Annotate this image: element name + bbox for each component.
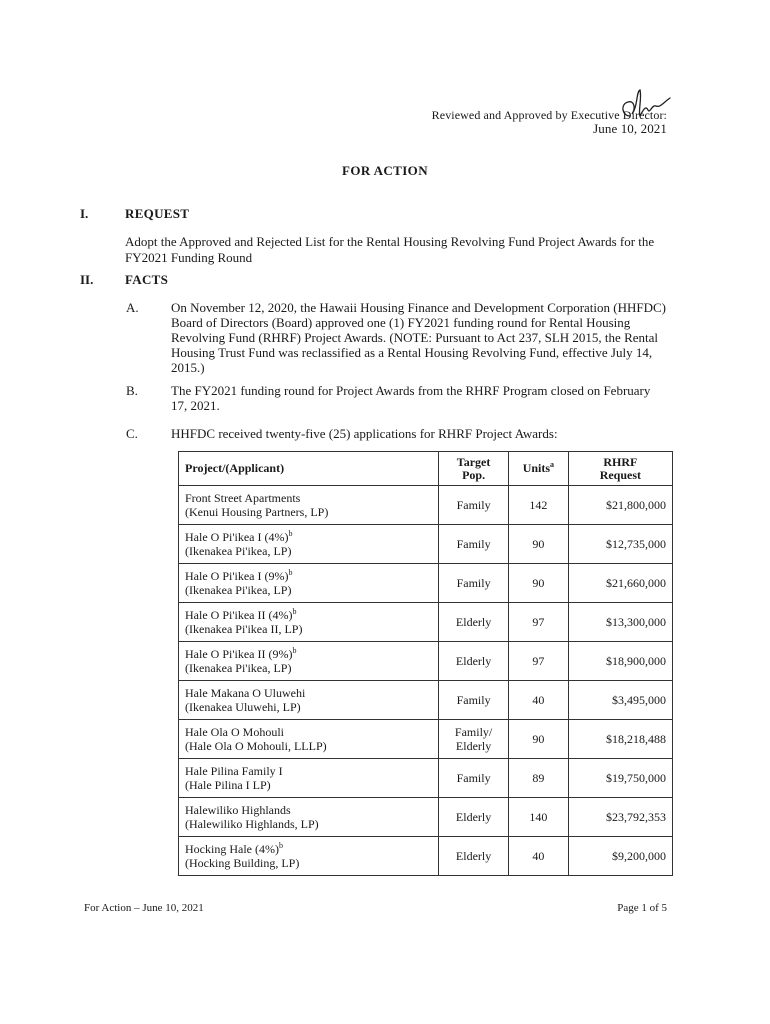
cell-request: $21,800,000 [568,486,672,525]
cell-project [179,759,439,798]
project-footnote: b [288,568,293,577]
project-name: Front Street Apartments [185,491,301,505]
cell-project [179,720,439,759]
project-applicant: (Ikenakea Pi'ikea II, LP) [185,622,303,636]
approval-block [431,108,667,136]
cell-target-pop [439,798,509,837]
cell-target-pop [439,642,509,681]
target-pop-line1: Family [456,693,491,707]
header-units-footnote: a [550,460,555,469]
header-target-pop-line2: Pop. [462,467,486,482]
table-row [179,681,673,720]
target-pop-line1: Elderly [455,810,492,824]
table-header-row [179,452,673,486]
cell-units: 40 [509,681,569,720]
cell-target-pop [439,759,509,798]
table-row [179,486,673,525]
page-number: Page 1 of 5 [617,902,667,914]
section-number-facts: II. [80,272,94,287]
target-pop-line1: Elderly [455,615,492,629]
cell-project [179,603,439,642]
target-pop-line1: Family [456,576,491,590]
footer-left: For Action – June 10, 2021 [84,902,204,914]
cell-units: 140 [509,798,569,837]
cell-target-pop [439,603,509,642]
project-footnote: b [288,529,293,538]
target-pop-line1: Family [456,537,491,551]
target-pop-line1: Elderly [455,849,492,863]
cell-target-pop [439,681,509,720]
project-name: Hale Makana O Uluwehi [185,686,306,700]
approval-text: Reviewed and Approved by Executive Director: [431,108,667,122]
project-applicant: (Hocking Building, LP) [185,856,300,870]
cell-units: 97 [509,642,569,681]
cell-target-pop [439,564,509,603]
header-units-label: Units [522,461,551,475]
header-units [509,452,569,486]
table-row [179,837,673,876]
project-footnote: b [292,646,297,655]
cell-units: 142 [509,486,569,525]
header-target-pop [439,452,509,486]
cell-project [179,525,439,564]
cell-request: $21,660,000 [568,564,672,603]
cell-project [179,681,439,720]
project-footnote: b [292,607,297,616]
project-applicant: (Ikenakea Pi'ikea, LP) [185,583,292,597]
cell-request: $18,900,000 [568,642,672,681]
project-name: Hale O Pi'ikea II (9%) [185,647,293,661]
table-row [179,564,673,603]
facts-item-text-b: The FY2021 funding round for Project Awards from the RHRF Program closed on February 17, 2021. [171,383,651,413]
project-applicant: (Ikenakea Pi'ikea, LP) [185,661,292,675]
project-applicant: (Halewiliko Highlands, LP) [185,817,319,831]
facts-item-text-c: HHFDC received twenty-five (25) applications for RHRF Project Awards: [171,426,558,441]
cell-target-pop [439,720,509,759]
cell-request: $3,495,000 [568,681,672,720]
cell-units: 89 [509,759,569,798]
project-applicant: (Kenui Housing Partners, LP) [185,505,329,519]
cell-request: $12,735,000 [568,525,672,564]
project-name: Hale Pilina Family I [185,764,283,778]
project-name: Hale O Pi'ikea I (4%) [185,530,289,544]
cell-units: 97 [509,603,569,642]
facts-item-letter-b: B. [126,383,138,398]
table-row [179,759,673,798]
cell-target-pop [439,837,509,876]
facts-item-text-a: On November 12, 2020, the Hawaii Housing Finance and Development Corporation (HHFDC) Board of Directors (Board) approved one (1) FY2021 funding round for Rental Housing Revolving Fund (RHRF) Project Awards. (NOTE: Pursuant to Act 237, SLH 2015, the Rental Housing Trust Fund was reclassified as a Rental Housing Revolving Fund, effective July 14, 2015.) [171,300,666,375]
cell-units: 90 [509,720,569,759]
table-row [179,525,673,564]
header-request-line2: Request [599,467,642,482]
cell-units: 40 [509,837,569,876]
cell-target-pop [439,486,509,525]
cell-target-pop [439,525,509,564]
header-request [568,452,672,486]
facts-item-letter-a: A. [126,300,139,315]
cell-request: $18,218,488 [568,720,672,759]
project-applicant: (Ikenakea Uluwehi, LP) [185,700,301,714]
cell-request: $23,792,353 [568,798,672,837]
project-name: Hale O Pi'ikea I (9%) [185,569,289,583]
facts-item-letter-c: C. [126,426,138,441]
project-name: Hocking Hale (4%) [185,842,279,856]
cell-request: $13,300,000 [568,603,672,642]
cell-units: 90 [509,525,569,564]
page-title: FOR ACTION [342,163,428,178]
target-pop-line1: Elderly [455,654,492,668]
target-pop-line1: Family/ [454,725,493,739]
table-row [179,603,673,642]
header-request-line1: RHRF [603,454,638,469]
target-pop-line2: Elderly [455,739,492,753]
section-number-request: I. [80,206,89,221]
section-heading-request: REQUEST [125,206,190,221]
cell-project [179,837,439,876]
header-project: Project/(Applicant) [179,452,439,486]
cell-request: $19,750,000 [568,759,672,798]
target-pop-line1: Family [456,771,491,785]
project-applicant: (Hale Pilina I LP) [185,778,271,792]
applications-table [178,451,673,876]
table-row [179,720,673,759]
section-heading-facts: FACTS [125,272,169,287]
cell-request: $9,200,000 [568,837,672,876]
project-name: Hale Ola O Mohouli [185,725,284,739]
project-name: Halewiliko Highlands [185,803,291,817]
cell-project [179,642,439,681]
project-footnote: b [278,841,283,850]
cell-project [179,486,439,525]
project-applicant: (Hale Ola O Mohouli, LLLP) [185,739,327,753]
header-target-pop-line1: Target [456,454,491,469]
request-body: Adopt the Approved and Rejected List for the Rental Housing Revolving Fund Project Awards for the FY2021 Funding Round [125,234,655,265]
approval-date: June 10, 2021 [593,121,667,136]
cell-units: 90 [509,564,569,603]
project-applicant: (Ikenakea Pi'ikea, LP) [185,544,292,558]
target-pop-line1: Family [456,498,491,512]
table-row [179,798,673,837]
cell-project [179,798,439,837]
table-row [179,642,673,681]
cell-project [179,564,439,603]
project-name: Hale O Pi'ikea II (4%) [185,608,293,622]
